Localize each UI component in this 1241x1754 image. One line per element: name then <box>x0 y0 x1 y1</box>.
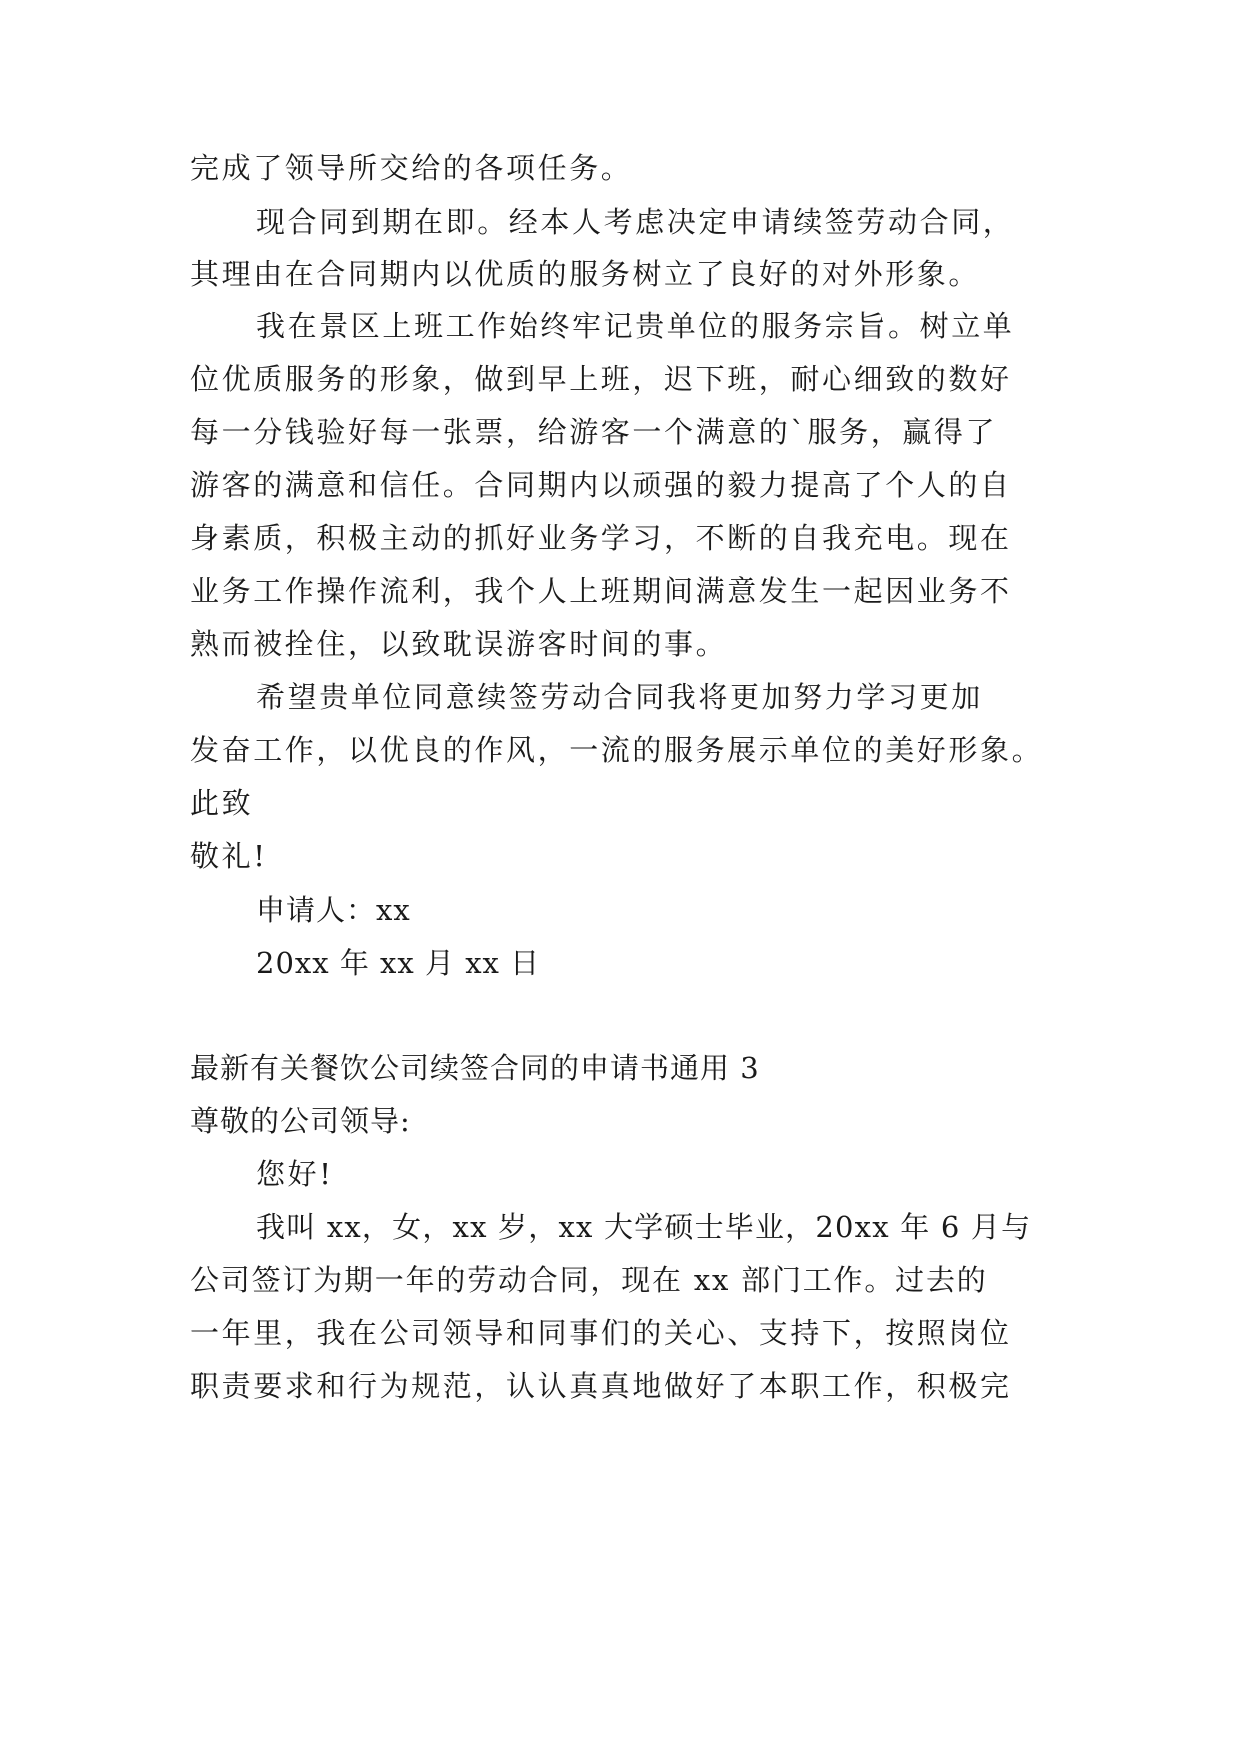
closing-line: 此致 <box>190 786 254 820</box>
paragraph-line: 游客的满意和信任。合同期内以顽强的毅力提高了个人的自 <box>190 468 1012 502</box>
paragraph-line: 希望贵单位同意续签劳动合同我将更加努力学习更加 <box>256 680 983 714</box>
paragraph-line: 业务工作操作流利，我个人上班期间满意发生一起因业务不 <box>190 574 1012 608</box>
paragraph-line: 一年里，我在公司领导和同事们的关心、支持下，按照岗位 <box>190 1316 1012 1350</box>
section-title: 最新有关餐饮公司续签合同的申请书通用 3 <box>190 1051 760 1085</box>
paragraph-line: 职责要求和行为规范，认认真真地做好了本职工作，积极完 <box>190 1369 1012 1403</box>
applicant-signature: 申请人：xx <box>256 893 411 927</box>
paragraph-line: 完成了领导所交给的各项任务。 <box>190 151 633 185</box>
paragraph-line: 每一分钱验好每一张票，给游客一个满意的`服务，赢得了 <box>190 415 998 449</box>
paragraph-line: 身素质，积极主动的抓好业务学习，不断的自我充电。现在 <box>190 521 1012 555</box>
signature-date: 20xx 年 xx 月 xx 日 <box>256 946 541 980</box>
paragraph-line: 公司签订为期一年的劳动合同，现在 xx 部门工作。过去的 <box>190 1263 988 1297</box>
paragraph-line: 现合同到期在即。经本人考虑决定申请续签劳动合同， <box>256 205 1015 239</box>
paragraph-line: 我在景区上班工作始终牢记贵单位的服务宗旨。树立单 <box>256 309 1015 343</box>
paragraph-line: 我叫 xx，女，xx 岁，xx 大学硕士毕业，20xx 年 6 月与 <box>256 1210 1032 1244</box>
paragraph-line: 其理由在合同期内以优质的服务树立了良好的对外形象。 <box>190 257 981 291</box>
paragraph-line: 熟而被拴住，以致耽误游客时间的事。 <box>190 627 728 661</box>
salutation: 尊敬的公司领导: <box>190 1104 411 1138</box>
greeting: 您好! <box>256 1157 334 1191</box>
paragraph-line: 发奋工作，以优良的作风，一流的服务展示单位的美好形象。 <box>190 733 1044 767</box>
paragraph-line: 位优质服务的形象，做到早上班，迟下班，耐心细致的数好 <box>190 362 1012 396</box>
closing-salute: 敬礼! <box>190 839 268 873</box>
